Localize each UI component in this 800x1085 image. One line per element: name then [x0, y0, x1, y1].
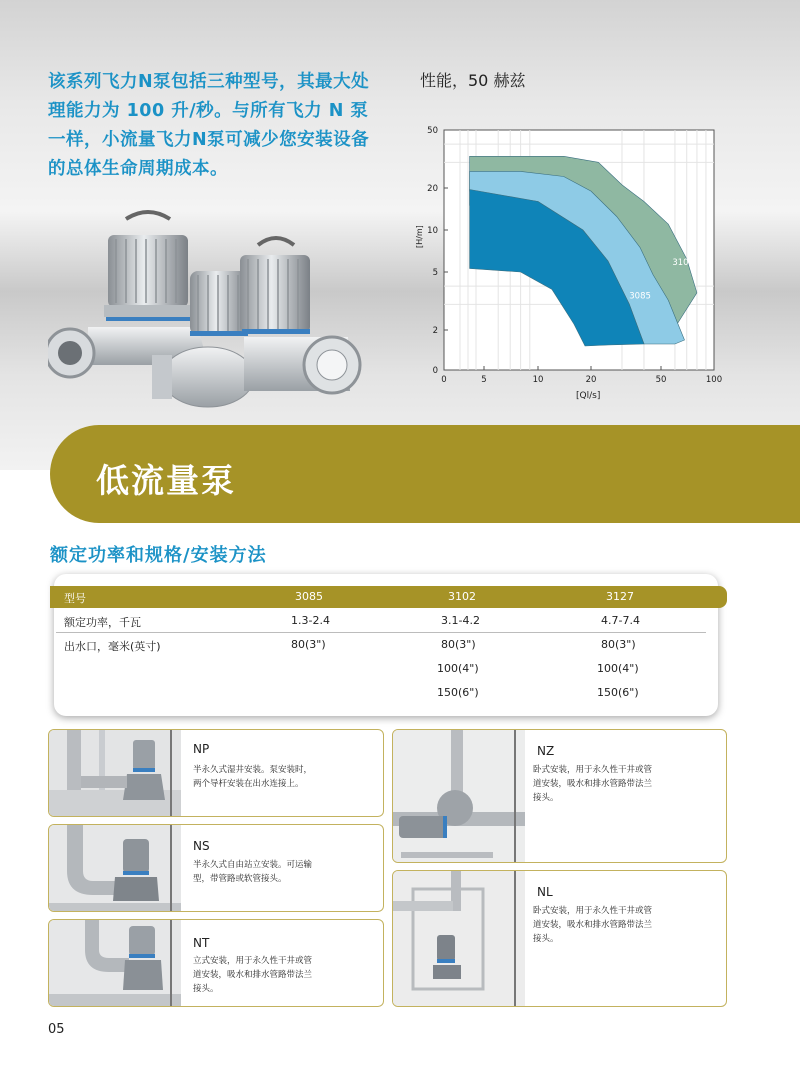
np-desc-line: 两个导杆安装在出水连接上。 — [193, 779, 304, 789]
nt-description — [193, 954, 312, 996]
nl-desc-line: 道安装，吸水和排水管路带法兰 — [533, 920, 653, 930]
chart-xlabel: [Ql/s] — [576, 391, 601, 401]
chart-y-tick-label: 50 — [427, 126, 438, 136]
header-3102: 3102 — [448, 590, 476, 603]
nt-code: NT — [193, 936, 210, 950]
method-card-ns — [48, 824, 384, 912]
nl-code: NL — [537, 885, 553, 899]
row-outlet-label: 出水口，毫米(英寸) — [64, 640, 161, 653]
row-power-label: 额定功率，千瓦 — [64, 616, 141, 629]
intro-text: 该系列飞力N泵包括三种型号，其最大处理能力为 100 升/秒。与所有飞力 N 泵一样，小流量飞力N泵可减少您安装设备的总体生命周期成本。 — [48, 72, 370, 179]
power-3127: 4.7-7.4 — [601, 614, 640, 627]
spec-section-title: 额定功率和规格/安装方法 — [50, 545, 267, 566]
power-3085: 1.3-2.4 — [291, 614, 330, 627]
nz-description — [533, 763, 652, 805]
chart-title: 性能，50 赫兹 — [420, 71, 526, 90]
header-3127: 3127 — [606, 590, 634, 603]
outlet-3085-1: 80(3") — [291, 638, 326, 651]
outlet-3127-2: 100(4") — [597, 662, 639, 675]
performance-chart — [408, 118, 738, 408]
banner-title: 低流量泵 — [96, 461, 236, 500]
nt-desc-line: 道安装，吸水和排水管路带法兰 — [193, 970, 313, 980]
chart-y-tick-label: 0 — [432, 366, 438, 376]
nl-desc-line: 卧式安装，用于永久性干井或管 — [533, 906, 653, 916]
outlet-3127-1: 80(3") — [601, 638, 636, 651]
chart-ylabel: [H/m] — [415, 225, 424, 248]
ns-desc-line: 半永久式自由站立安装。可运输 — [193, 860, 313, 870]
nt-desc-line: 立式安装，用于永久性干井或管 — [193, 956, 313, 966]
chart-y-tick-label: 20 — [427, 184, 438, 194]
spec-divider — [56, 632, 706, 633]
nz-desc-line: 接头。 — [533, 793, 559, 803]
np-description — [193, 763, 312, 791]
chart-x-tick-label: 50 — [655, 375, 667, 385]
nl-description — [533, 904, 652, 946]
np-code: NP — [193, 742, 210, 756]
ns-install-illustration — [49, 825, 181, 912]
outlet-3102-3: 150(6") — [437, 686, 479, 699]
np-desc-line: 半永久式湿井安装。泵安装时， — [193, 765, 313, 775]
nz-desc-line: 卧式安装，用于永久性干井或管 — [533, 765, 653, 775]
nt-install-illustration — [49, 920, 181, 1007]
pump-product-photo — [48, 205, 378, 420]
method-card-nz — [392, 729, 727, 863]
ns-desc-line: 型，带管路或软管接头。 — [193, 874, 287, 884]
chart-series-label-3085: 3085 — [629, 291, 651, 302]
chart-x-tick-label: 0 — [441, 375, 447, 385]
method-card-np — [48, 729, 384, 817]
nz-desc-line: 道安装，吸水和排水管路带法兰 — [533, 779, 653, 789]
ns-code: NS — [193, 839, 210, 853]
chart-x-tick-label: 5 — [481, 375, 487, 385]
chart-series-label-3127: 3127 — [681, 238, 703, 249]
chart-y-tick-label: 2 — [432, 326, 438, 336]
chart-x-tick-label: 20 — [585, 375, 597, 385]
nz-code: NZ — [537, 744, 555, 758]
chart-series-label-3102: 3102 — [672, 258, 694, 269]
chart-x-tick-label: 100 — [705, 375, 723, 385]
np-install-illustration — [49, 730, 181, 817]
outlet-3127-3: 150(6") — [597, 686, 639, 699]
outlet-3102-1: 80(3") — [441, 638, 476, 651]
spec-table-header — [50, 586, 727, 608]
chart-y-tick-label: 5 — [432, 268, 438, 278]
method-card-nl — [392, 870, 727, 1007]
nl-desc-line: 接头。 — [533, 934, 559, 944]
header-model: 型号 — [64, 592, 86, 605]
header-3085: 3085 — [295, 590, 323, 603]
ns-description — [193, 858, 312, 886]
chart-x-tick-label: 10 — [532, 375, 544, 385]
chart-y-tick-label: 10 — [427, 226, 438, 236]
nz-install-illustration — [393, 730, 525, 863]
nt-desc-line: 接头。 — [193, 984, 219, 994]
outlet-3102-2: 100(4") — [437, 662, 479, 675]
page-number: 05 — [48, 1022, 65, 1037]
power-3102: 3.1-4.2 — [441, 614, 480, 627]
nl-install-illustration — [393, 871, 525, 1007]
method-card-nt — [48, 919, 384, 1007]
